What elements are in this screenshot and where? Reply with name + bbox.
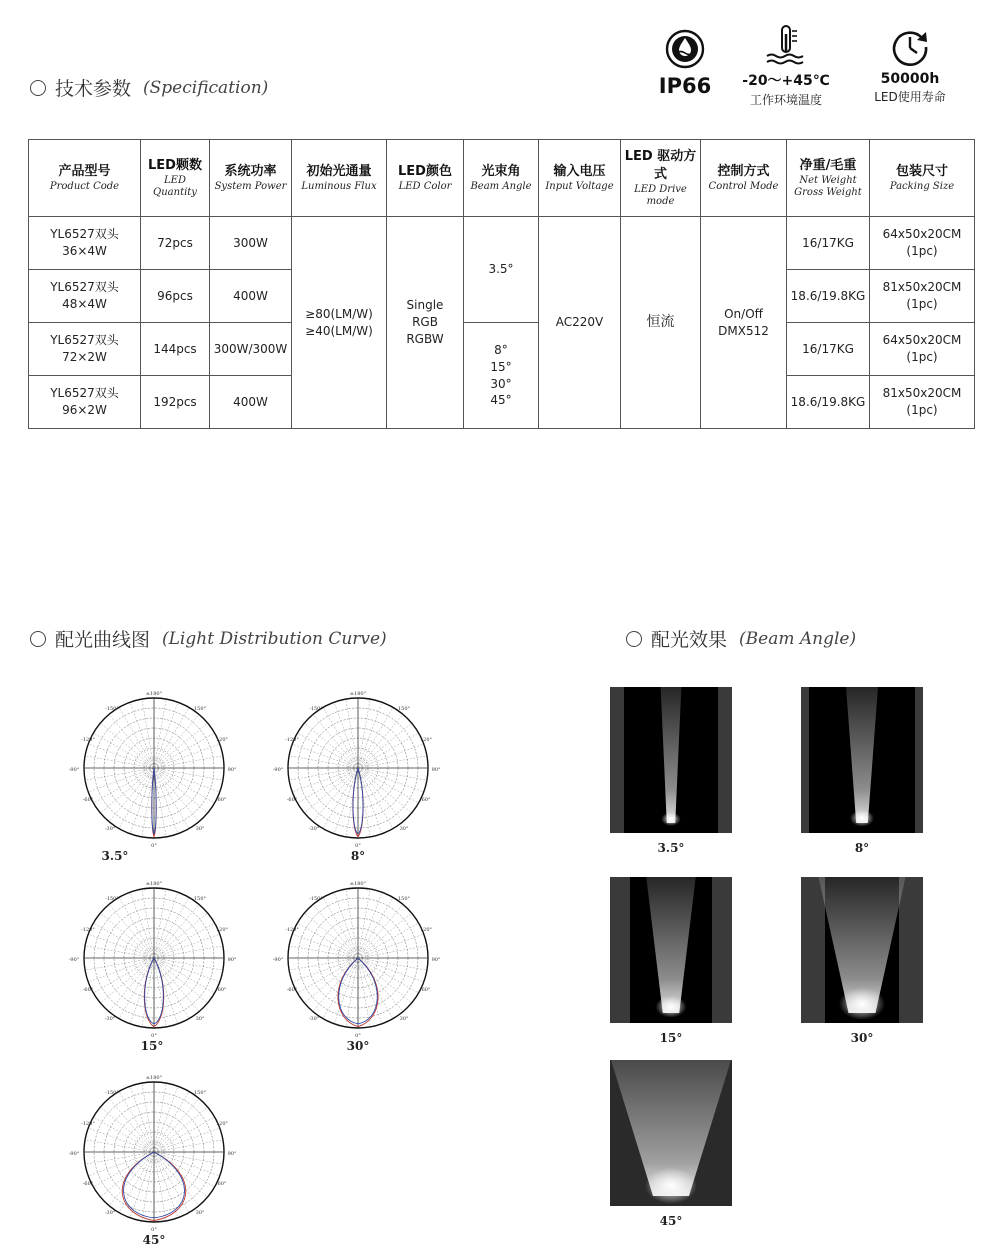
light-spot (645, 1167, 697, 1203)
polar-angle-label: 120° (419, 927, 433, 933)
curve-label: 3.5° (101, 849, 129, 863)
polar-angle-label: -30° (104, 826, 116, 832)
cell-product-code: YL6527双头 96×2W (29, 376, 141, 429)
polar-angle-label: -60° (286, 987, 298, 993)
polar-angle-label: -60° (286, 797, 298, 803)
light-beam-icon (610, 687, 732, 833)
polar-angle-label: -60° (82, 1181, 94, 1187)
polar-angle-label: 150° (193, 706, 207, 712)
cell-system-power: 300W (210, 217, 292, 270)
polar-angle-label: 150° (193, 896, 207, 902)
polar-angle-label: 0° (151, 843, 157, 849)
light-beam-icon (610, 1060, 732, 1206)
temperature-badge (738, 24, 834, 108)
curve-section-title (30, 625, 387, 652)
th-led-color: LED颜色 LED Color (387, 140, 464, 217)
cell-drive-mode: 恒流 (621, 217, 701, 429)
polar-angle-label: 150° (397, 706, 411, 712)
polar-angle-label: -150° (105, 706, 119, 712)
curve-title-en: (Light Distribution Curve) (162, 628, 387, 649)
polar-angle-label: -150° (105, 896, 119, 902)
cell-product-code: YL6527双头 72×2W (29, 323, 141, 376)
polar-angle-label: -150° (309, 896, 323, 902)
spec-section-title (30, 74, 268, 101)
polar-angle-label: 90° (227, 767, 237, 773)
curve-label: 45° (142, 1233, 166, 1247)
table-row (29, 217, 975, 270)
th-input-voltage: 输入电压 Input Voltage (539, 140, 621, 217)
spec-table (28, 139, 975, 429)
polar-angle-label: 60° (421, 987, 431, 993)
polar-angle-label: -30° (308, 1016, 320, 1022)
curve-label: 30° (346, 1039, 370, 1053)
cell-led-quantity: 72pcs (141, 217, 210, 270)
cell-beam-angle-top: 3.5° (464, 217, 539, 323)
polar-curve-30 (272, 874, 441, 1053)
polar-angle-label: 30° (195, 826, 205, 832)
curve-label: 8° (350, 849, 366, 863)
light-spot (661, 812, 681, 826)
cell-luminous-flux: ≥80(LM/W) ≥40(LM/W) (292, 217, 387, 429)
polar-angle-label: 120° (215, 927, 229, 933)
polar-angle-label: -120° (285, 737, 299, 743)
th-control-mode: 控制方式 Control Mode (701, 140, 787, 217)
beam-effect-30 (801, 877, 923, 1045)
polar-angle-label: ±180° (145, 881, 163, 887)
cell-product-code: YL6527双头 36×4W (29, 217, 141, 270)
polar-angle-label: 0° (355, 843, 361, 849)
table-header-row (29, 140, 975, 217)
waterproof-drop-icon (664, 28, 706, 70)
thermometer-icon (763, 24, 809, 68)
th-weight: 净重/毛重 Net Weight Gross Weight (787, 140, 870, 217)
beam-cone (661, 687, 682, 823)
polar-angle-label: 90° (227, 1151, 237, 1157)
spec-title-cn: 技术参数 (55, 78, 132, 100)
cell-packing-size: 81x50x20CM (1pc) (870, 270, 975, 323)
th-luminous-flux: 初始光通量 Luminous Flux (292, 140, 387, 217)
cell-led-color: Single RGB RGBW (387, 217, 464, 429)
lifetime-value: 50000h (880, 71, 940, 87)
th-packing-size: 包装尺寸 Packing Size (870, 140, 975, 217)
beam-effect-3-5 (610, 687, 732, 855)
beam-section-title (626, 625, 856, 652)
ip66-badge (652, 28, 718, 98)
polar-angle-label: -120° (81, 1121, 95, 1127)
polar-angle-label: -60° (82, 987, 94, 993)
beam-photo (610, 687, 732, 833)
cell-packing-size: 64x50x20CM (1pc) (870, 323, 975, 376)
beam-cone (846, 687, 878, 823)
polar-curve-8 (272, 684, 441, 863)
polar-angle-label: -120° (81, 737, 95, 743)
polar-angle-label: -90° (68, 1151, 80, 1157)
th-beam-angle: 光束角 Beam Angle (464, 140, 539, 217)
beam-label: 15° (659, 1031, 683, 1045)
cell-control-mode: On/Off DMX512 (701, 217, 787, 429)
polar-chart (272, 684, 441, 849)
polar-chart (272, 874, 441, 1039)
polar-angle-label: 0° (151, 1033, 157, 1039)
th-led-quantity: LED颗数 LED Quantity (141, 140, 210, 217)
table-row (29, 323, 975, 376)
polar-curve-45 (68, 1068, 237, 1247)
spec-title-en: (Specification) (143, 77, 269, 98)
polar-angle-label: -120° (285, 927, 299, 933)
circle-bullet-icon (626, 631, 642, 647)
circle-bullet-icon (30, 631, 46, 647)
cell-system-power: 400W (210, 376, 292, 429)
polar-angle-label: 120° (215, 737, 229, 743)
polar-chart (68, 874, 237, 1039)
temperature-range: -20～+45℃ (742, 73, 830, 89)
polar-angle-label: 60° (217, 1181, 227, 1187)
polar-angle-label: 60° (421, 797, 431, 803)
polar-angle-label: 60° (217, 987, 227, 993)
polar-angle-label: ±180° (349, 881, 367, 887)
polar-angle-label: 0° (355, 1033, 361, 1039)
polar-angle-label: 30° (399, 1016, 409, 1022)
polar-angle-label: 90° (227, 957, 237, 963)
polar-angle-label: 150° (397, 896, 411, 902)
light-spot (839, 988, 885, 1020)
cell-packing-size: 81x50x20CM (1pc) (870, 376, 975, 429)
lifetime-badge (862, 26, 958, 105)
ip66-label: IP66 (658, 74, 712, 98)
polar-angle-label: 120° (215, 1121, 229, 1127)
polar-angle-label: -150° (309, 706, 323, 712)
light-beam-icon (801, 877, 923, 1023)
beam-title-cn: 配光效果 (651, 629, 728, 651)
clock-icon (889, 26, 931, 68)
curve-label: 15° (140, 1039, 164, 1053)
temperature-caption: 工作环境温度 (749, 93, 822, 107)
cell-led-quantity: 144pcs (141, 323, 210, 376)
beam-title-en: (Beam Angle) (739, 628, 857, 649)
polar-angle-label: -90° (272, 767, 284, 773)
circle-bullet-icon (30, 80, 46, 96)
curve-title-cn: 配光曲线图 (55, 629, 151, 651)
polar-angle-label: -30° (104, 1210, 116, 1216)
beam-label: 45° (659, 1214, 683, 1228)
beam-label: 8° (854, 841, 870, 855)
polar-angle-label: -90° (68, 957, 80, 963)
beam-effect-45 (610, 1060, 732, 1228)
cell-input-voltage: AC220V (539, 217, 621, 429)
polar-chart (68, 1068, 237, 1233)
cell-product-code: YL6527双头 48×4W (29, 270, 141, 323)
light-spot (850, 810, 874, 827)
cell-weight: 18.6/19.8KG (787, 376, 870, 429)
lifetime-caption: LED使用寿命 (874, 90, 946, 104)
polar-angle-label: 30° (399, 826, 409, 832)
polar-angle-label: 90° (431, 957, 441, 963)
cell-led-quantity: 96pcs (141, 270, 210, 323)
cell-packing-size: 64x50x20CM (1pc) (870, 217, 975, 270)
th-drive-mode: LED 驱动方式 LED Drive mode (621, 140, 701, 217)
beam-label: 3.5° (657, 841, 685, 855)
light-beam-icon (610, 877, 732, 1023)
cell-system-power: 400W (210, 270, 292, 323)
polar-angle-label: 60° (217, 797, 227, 803)
polar-angle-label: 120° (419, 737, 433, 743)
polar-angle-label: ±180° (145, 1075, 163, 1081)
polar-angle-label: -150° (105, 1090, 119, 1096)
polar-angle-label: 0° (151, 1227, 157, 1233)
polar-angle-label: -30° (104, 1016, 116, 1022)
beam-photo (610, 877, 732, 1023)
polar-angle-label: ±180° (145, 691, 163, 697)
polar-angle-label: 30° (195, 1016, 205, 1022)
polar-angle-label: ±180° (349, 691, 367, 697)
light-beam-icon (801, 687, 923, 833)
polar-angle-label: -120° (81, 927, 95, 933)
cell-beam-angle-bottom: 8° 15° 30° 45° (464, 323, 539, 429)
beam-label: 30° (850, 1031, 874, 1045)
beam-photo (801, 877, 923, 1023)
polar-angle-label: 30° (195, 1210, 205, 1216)
cell-weight: 18.6/19.8KG (787, 270, 870, 323)
beam-effect-8 (801, 687, 923, 855)
beam-photo (610, 1060, 732, 1206)
beam-photo (801, 687, 923, 833)
beam-cone (646, 877, 696, 1013)
polar-angle-label: 150° (193, 1090, 207, 1096)
polar-curve-3-5 (68, 684, 237, 863)
polar-chart (68, 684, 237, 849)
polar-angle-label: -60° (82, 797, 94, 803)
polar-angle-label: 90° (431, 767, 441, 773)
th-product-code: 产品型号 Product Code (29, 140, 141, 217)
cell-system-power: 300W/300W (210, 323, 292, 376)
polar-angle-label: -90° (68, 767, 80, 773)
polar-angle-label: -90° (272, 957, 284, 963)
polar-angle-label: -30° (308, 826, 320, 832)
light-spot (656, 996, 687, 1018)
polar-curve-15 (68, 874, 237, 1053)
cell-weight: 16/17KG (787, 323, 870, 376)
cell-led-quantity: 192pcs (141, 376, 210, 429)
th-system-power: 系统功率 System Power (210, 140, 292, 217)
cell-weight: 16/17KG (787, 217, 870, 270)
beam-effect-15 (610, 877, 732, 1045)
